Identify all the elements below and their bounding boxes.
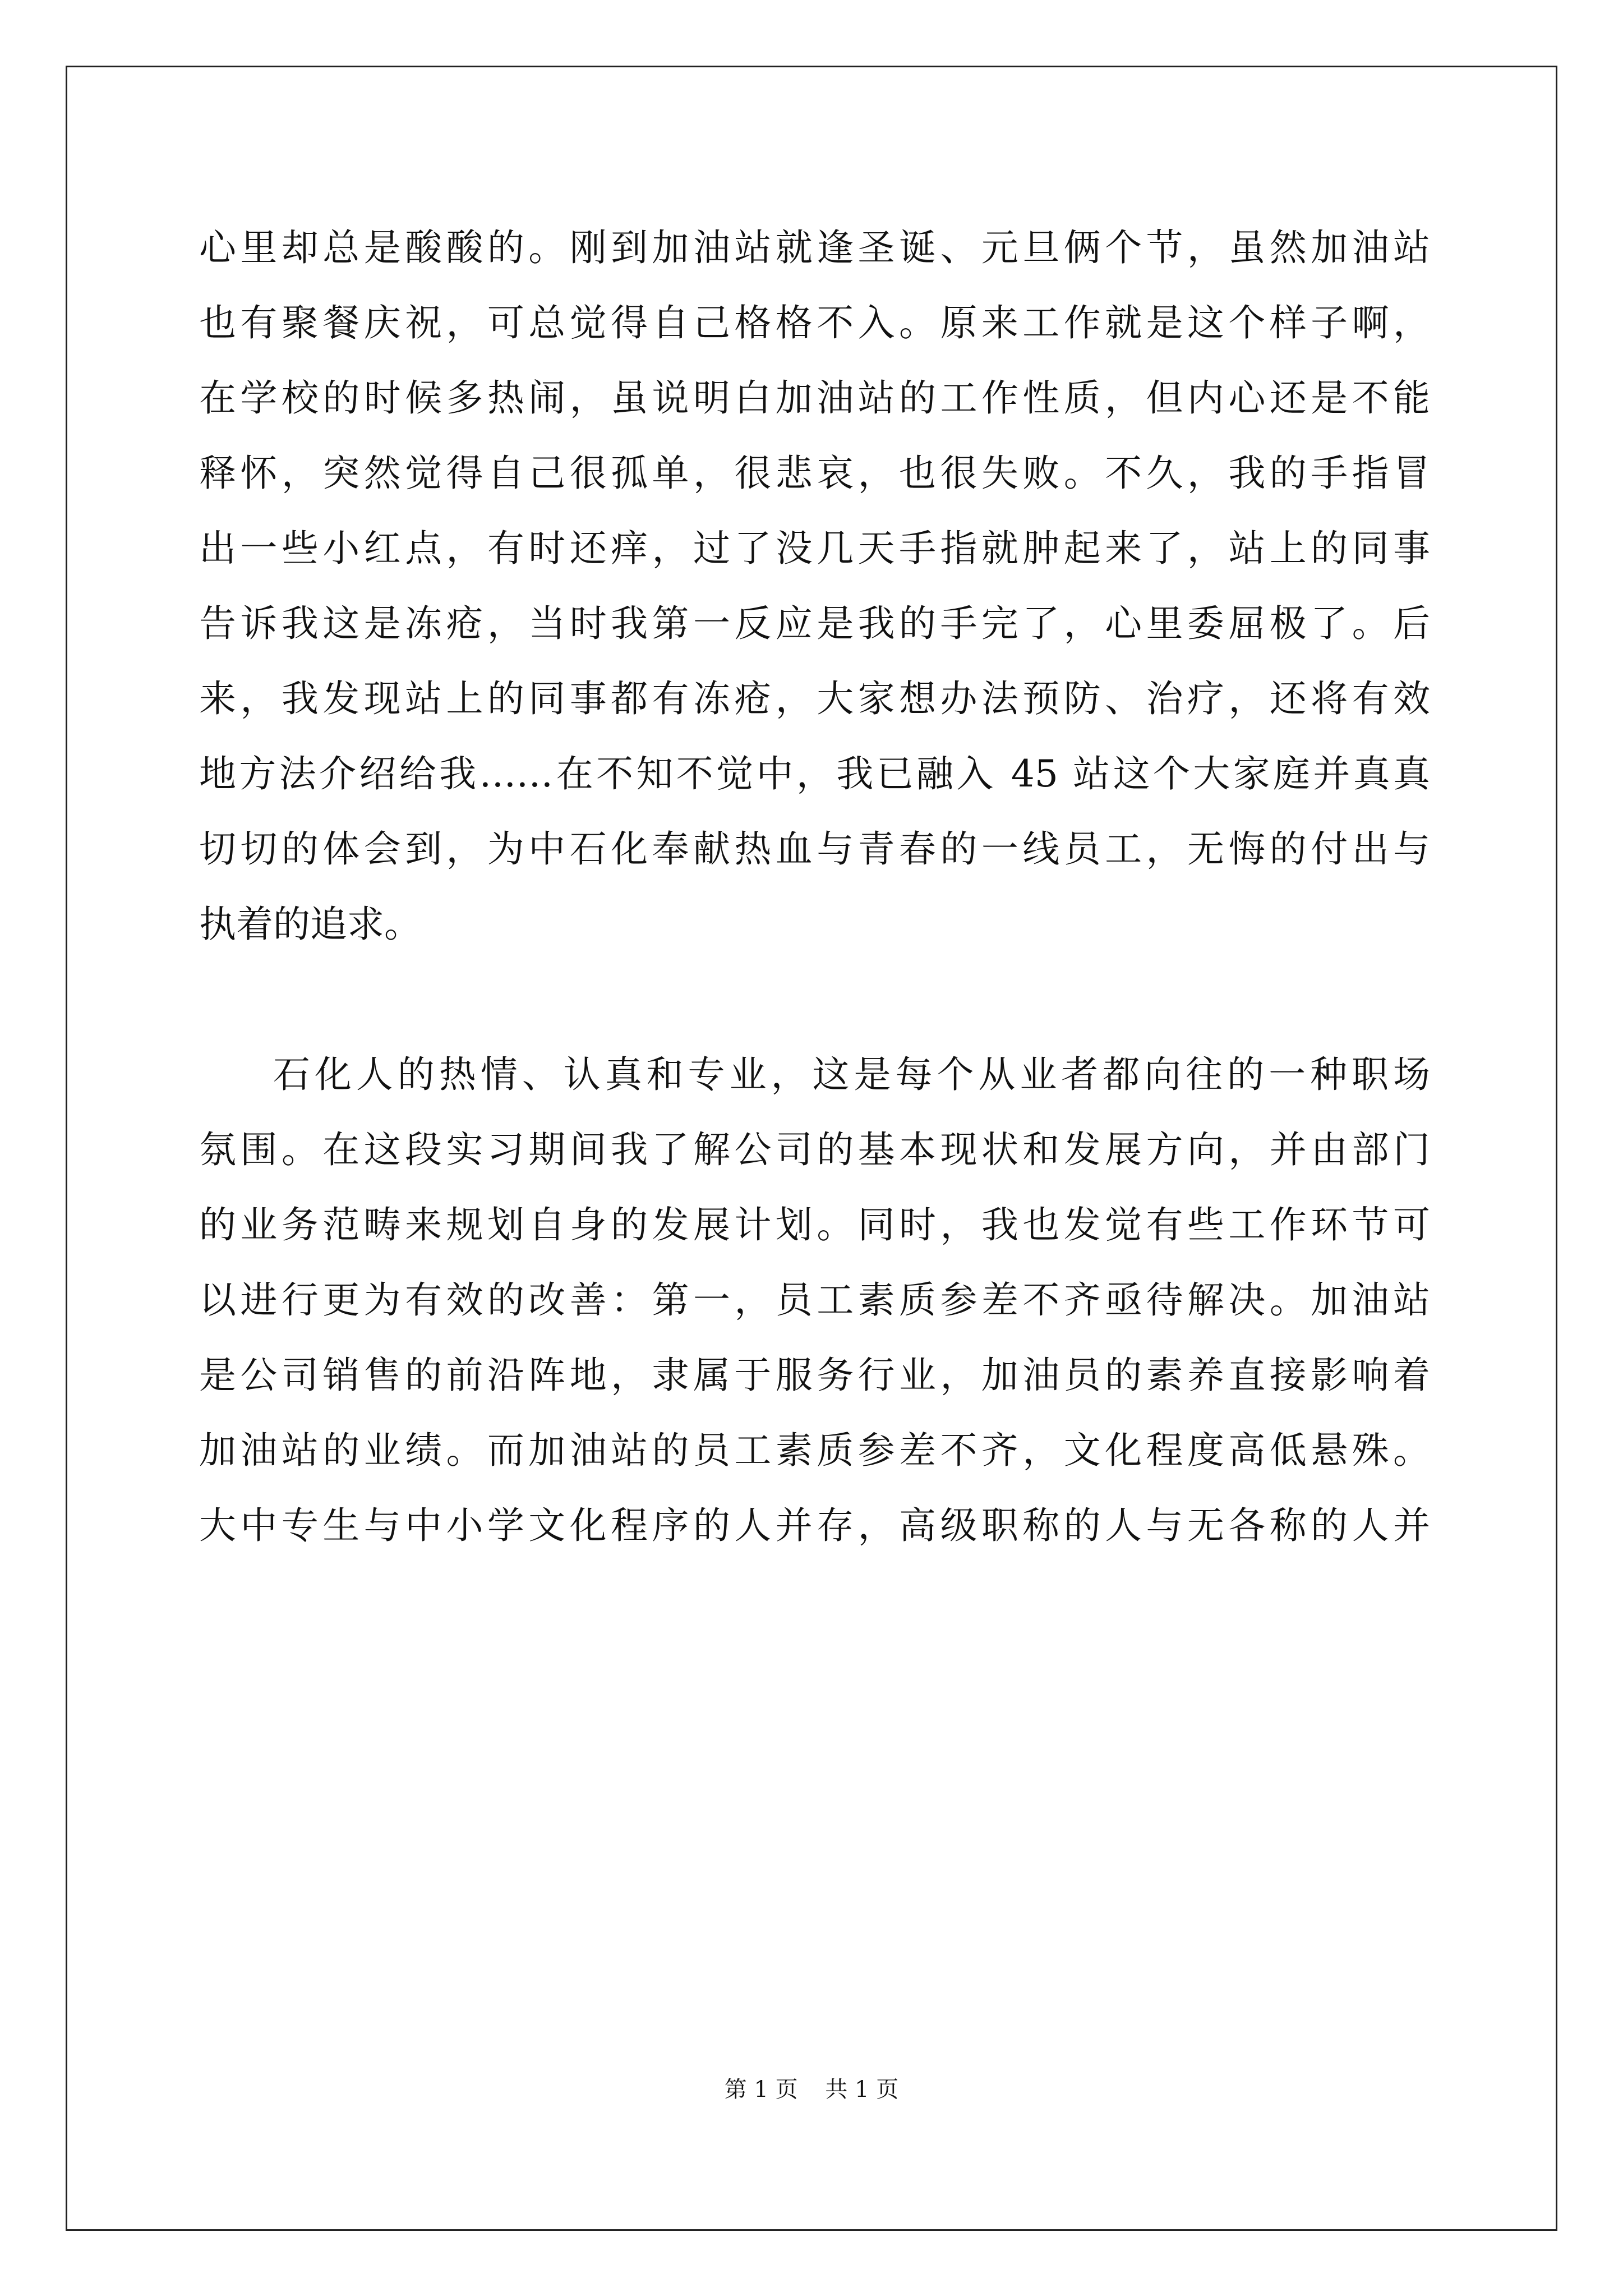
text-line: 地方法介绍给我……在不知不觉中，我已融入 45 站这个大家庭并真真 — [199, 752, 1430, 795]
text-line: 告诉我这是冻疮，当时我第一反应是我的手完了，心里委屈极了。后 — [199, 602, 1430, 645]
text-line: 释怀，突然觉得自己很孤单，很悲哀，也很失败。不久，我的手指冒 — [199, 452, 1430, 495]
text-line: 也有聚餐庆祝，可总觉得自己格格不入。原来工作就是这个样子啊， — [199, 301, 1430, 344]
text-line: 在学校的时候多热闹，虽说明白加油站的工作性质，但内心还是不能 — [199, 376, 1430, 420]
page-footer — [0, 2073, 1623, 2106]
page-number-total: 共 1 页 — [825, 2077, 899, 2102]
text-line: 的业务范畴来规划自身的发展计划。同时，我也发觉有些工作环节可 — [199, 1203, 1430, 1246]
text-line: 切切的体会到，为中石化奉献热血与青春的一线员工，无悔的付出与 — [199, 827, 1430, 871]
text-line: 是公司销售的前沿阵地，隶属于服务行业，加油员的素养直接影响着 — [199, 1354, 1430, 1397]
page-number-current: 第 1 页 — [724, 2077, 798, 2102]
text-line: 石化人的热情、认真和专业，这是每个从业者都向往的一种职场 — [273, 1053, 1430, 1096]
text-line: 出一些小红点，有时还痒，过了没几天手指就肿起来了，站上的同事 — [199, 527, 1430, 570]
paragraph-1 — [199, 210, 1430, 962]
paragraph-2 — [199, 1037, 1430, 1563]
text-line: 氛围。在这段实习期间我了解公司的基本现状和发展方向，并由部门 — [199, 1128, 1430, 1171]
document-body — [199, 210, 1430, 1563]
text-line: 以进行更为有效的改善：第一，员工素质参差不齐亟待解决。加油站 — [199, 1278, 1430, 1322]
paragraph-spacer — [199, 962, 1430, 1037]
text-line: 大中专生与中小学文化程序的人并存，高级职称的人与无各称的人并 — [199, 1504, 1430, 1547]
text-line: 执着的追求。 — [199, 903, 421, 946]
text-line: 心里却总是酸酸的。刚到加油站就逢圣诞、元旦俩个节，虽然加油站 — [199, 226, 1430, 269]
text-line: 来，我发现站上的同事都有冻疮，大家想办法预防、治疗，还将有效 — [199, 677, 1430, 720]
text-line: 加油站的业绩。而加油站的员工素质参差不齐，文化程度高低悬殊。 — [199, 1429, 1430, 1472]
